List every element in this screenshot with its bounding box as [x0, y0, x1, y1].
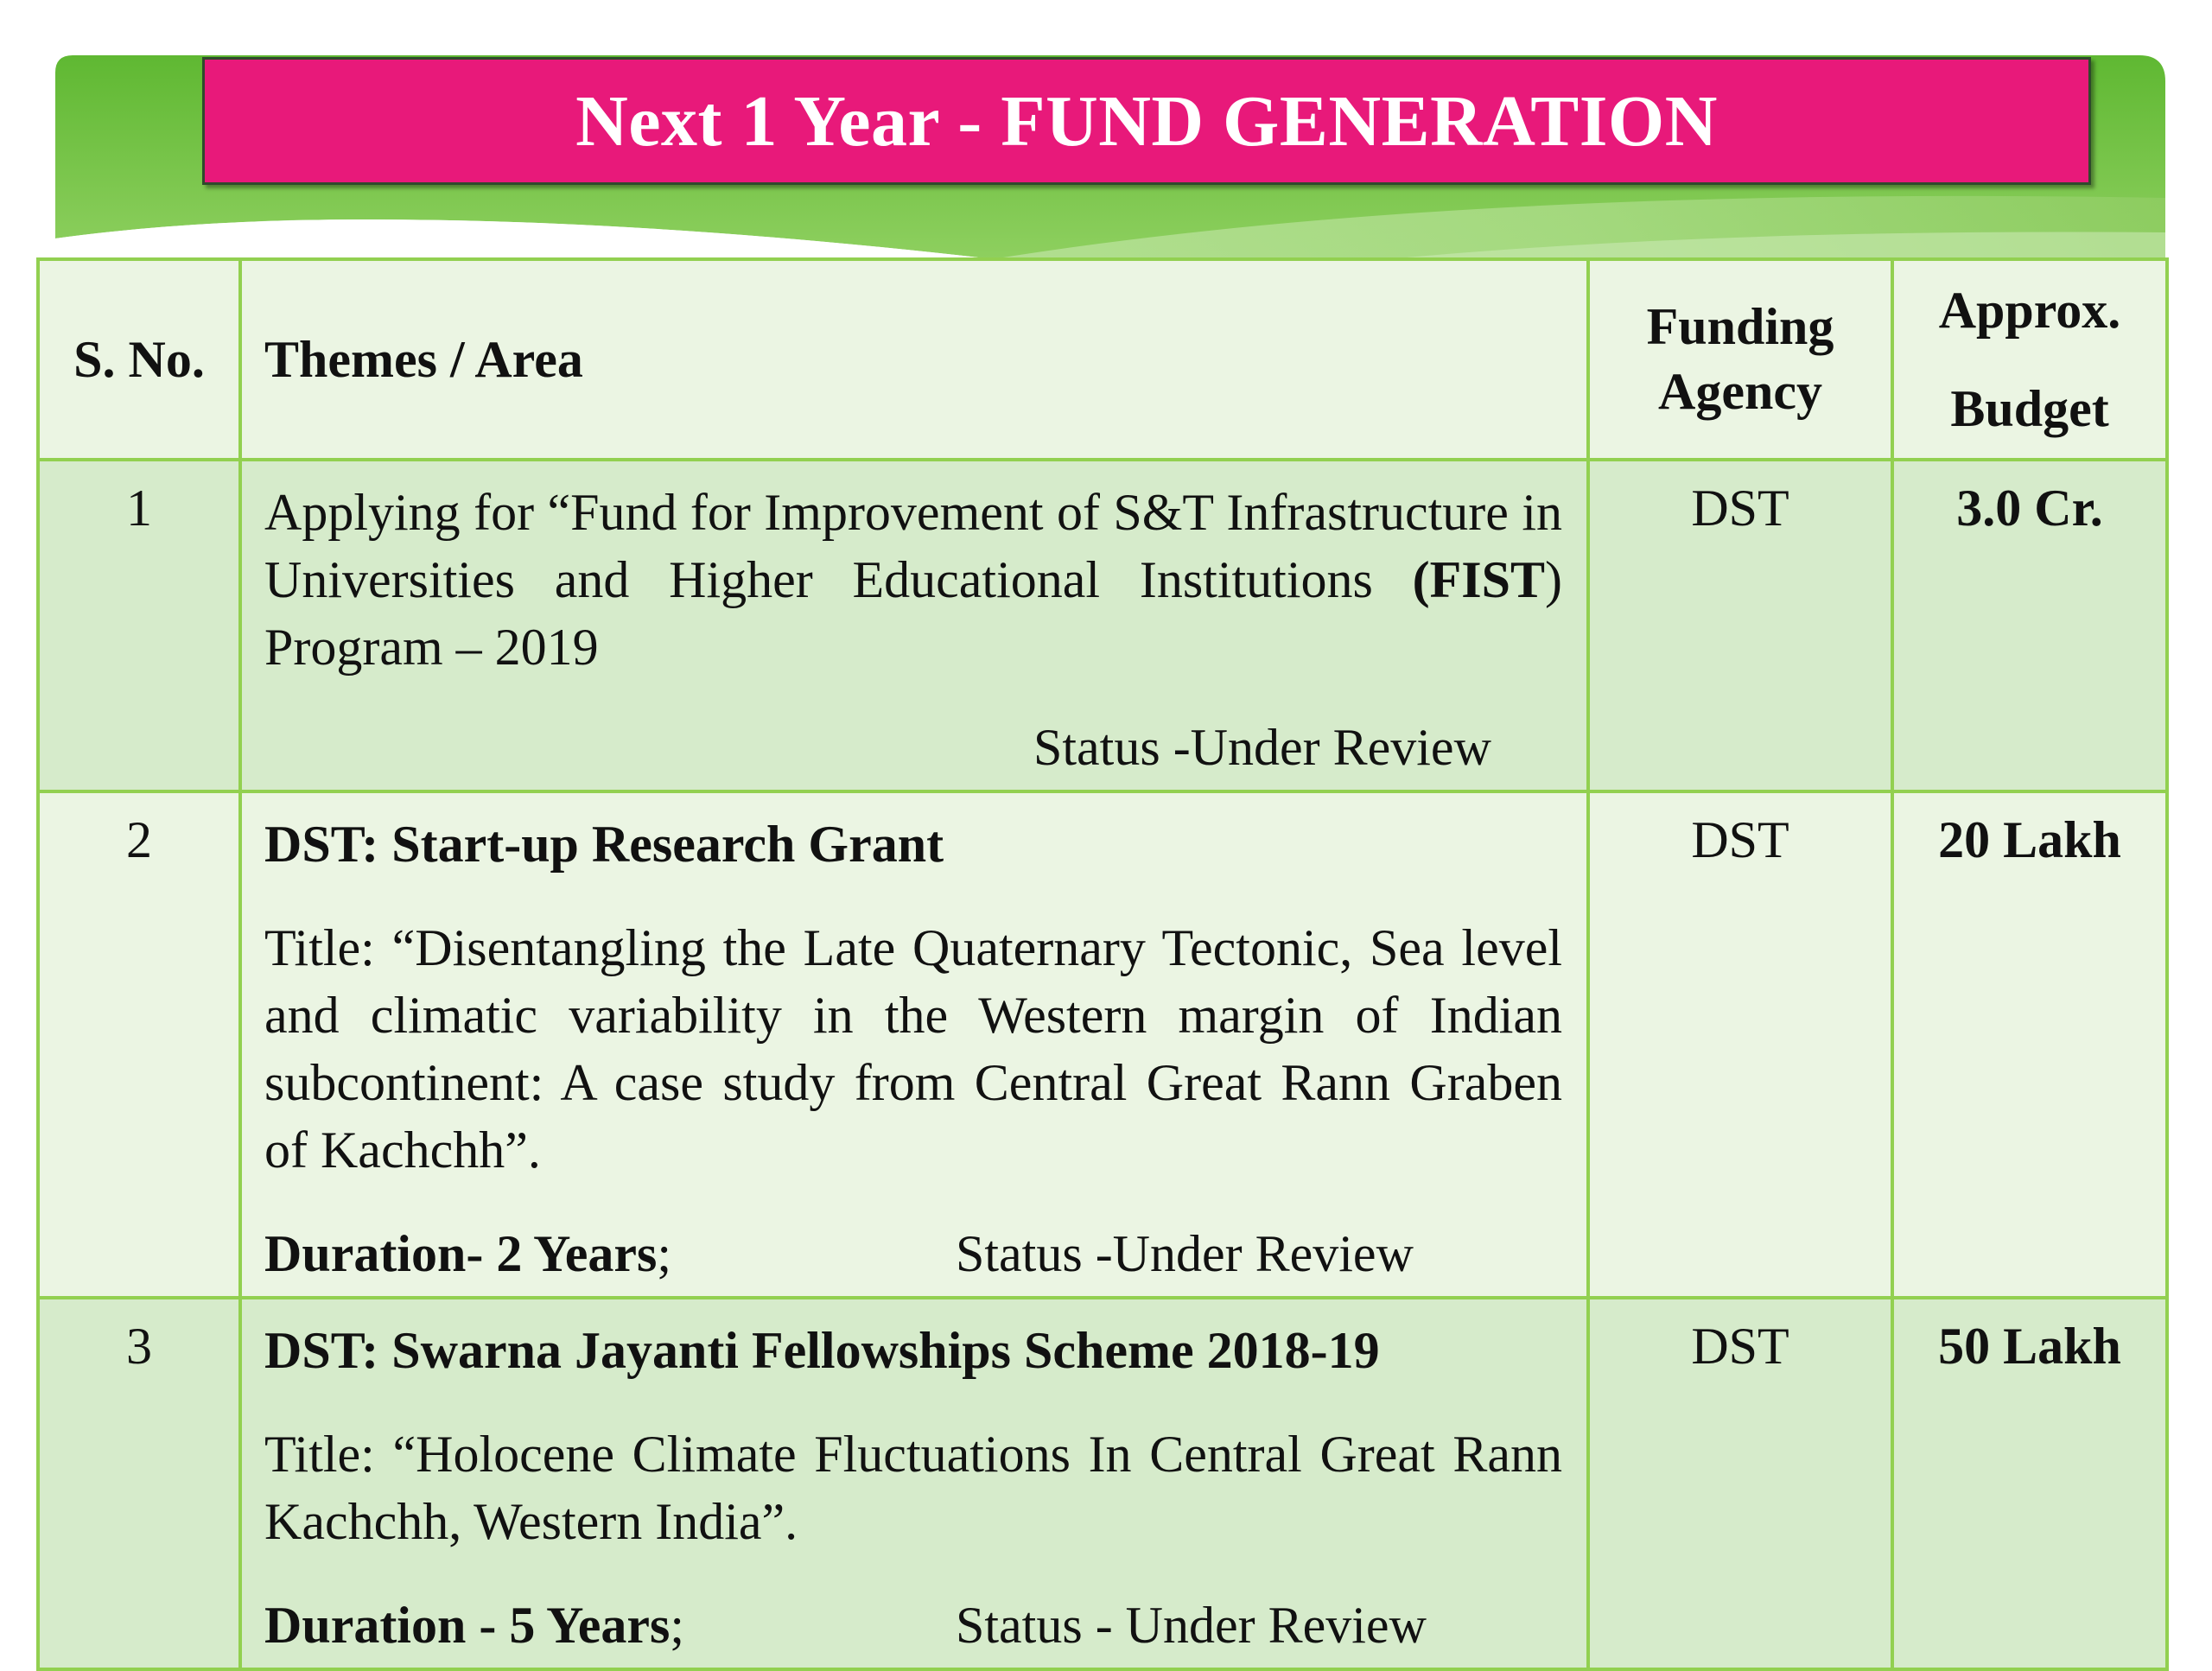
header-funding-line2: Agency — [1658, 363, 1822, 420]
row-heading: DST: Start-up Research Grant — [264, 816, 944, 873]
row-theme-description — [264, 479, 1562, 681]
header-sno: S. No. — [38, 259, 240, 460]
page-title: Next 1 Year - FUND GENERATION — [575, 80, 1718, 162]
table-row — [38, 1298, 2167, 1669]
title-box — [202, 57, 2091, 185]
row-theme — [240, 791, 1588, 1298]
row-theme — [240, 460, 1588, 791]
duration-separator: ; — [670, 1597, 685, 1654]
row-status: Status -Under Review — [956, 1225, 1414, 1282]
row-funding-agency: DST — [1588, 1298, 1892, 1669]
header-approx-budget — [1892, 259, 2167, 460]
header-budget-line1: Approx. — [1938, 282, 2121, 339]
row-funding-agency: DST — [1588, 460, 1892, 791]
fist-bold-text: (FIST — [1412, 551, 1546, 608]
header-funding-agency — [1588, 259, 1892, 460]
table-row — [38, 791, 2167, 1298]
row-duration: Duration - 5 Years — [264, 1597, 671, 1654]
row-title: Title: “Holocene Climate Fluctuations In Central Great Rann Kachchh, Western India”. — [264, 1426, 1562, 1550]
fist-text-before: Applying for “Fund for Improvement of S&T Infrastructure in Universities and Higher Educational Institutions — [264, 484, 1562, 608]
row-sno: 3 — [38, 1298, 240, 1669]
row-funding-agency: DST — [1588, 791, 1892, 1298]
row-sno: 1 — [38, 460, 240, 791]
row-status: Status - Under Review — [956, 1597, 1427, 1654]
row-heading: DST: Swarna Jayanti Fellowships Scheme 2018-19 — [264, 1322, 1380, 1379]
row-theme — [240, 1298, 1588, 1669]
header-funding-line1: Funding — [1646, 298, 1834, 355]
row-budget: 3.0 Cr. — [1892, 460, 2167, 791]
row-sno: 2 — [38, 791, 240, 1298]
row-status: Status -Under Review — [1033, 719, 1491, 776]
header-themes-area: Themes / Area — [240, 259, 1588, 460]
header-budget-line2: Budget — [1950, 380, 2109, 437]
fund-generation-table — [36, 257, 2169, 1671]
table-header-row — [38, 259, 2167, 460]
row-title: Title: “Disentangling the Late Quaternary Tectonic, Sea level and climatic variability in the Western margin of Indian subcontinent: A case study from Central Great Rann Graben of Kachchh”. — [264, 919, 1562, 1179]
duration-separator: ; — [657, 1225, 672, 1282]
row-budget: 50 Lakh — [1892, 1298, 2167, 1669]
table-row — [38, 460, 2167, 791]
row-duration: Duration- 2 Years — [264, 1225, 658, 1282]
fist-text-after: ) Program – 2019 — [264, 551, 1562, 676]
row-budget: 20 Lakh — [1892, 791, 2167, 1298]
